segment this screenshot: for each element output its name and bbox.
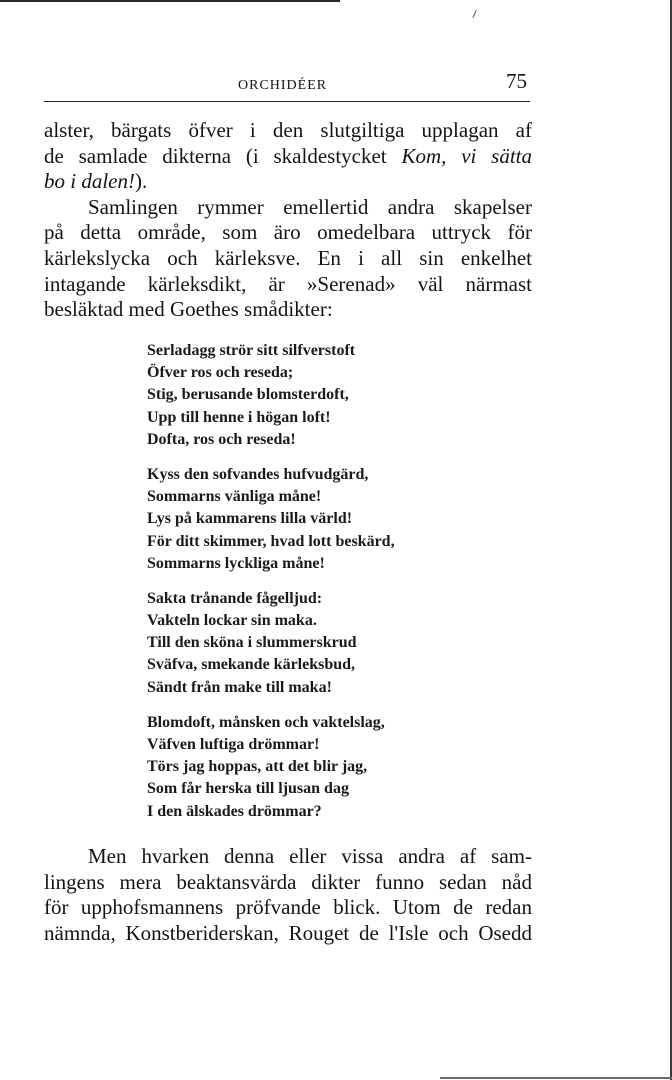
text-line: för upphofsmannens pröfvande blick. Utom de redan [44,895,532,920]
text-line: intagande kärleksdikt, är »Serenad» väl närmast [44,271,532,296]
verse-line: Blomdoft, månsken och vaktelslag, [147,713,385,731]
poem-stanza [147,464,395,575]
paragraph-before-poem [44,118,532,323]
page-number: 75 [506,69,527,93]
poem-serenad [147,340,395,836]
italic-title: Kom, vi sätta [401,143,532,168]
header-rule [44,101,530,102]
running-title: ORCHIDÉER [238,78,328,93]
poem-stanza [147,340,395,451]
text-line [44,144,532,170]
verse-line: Stig, berusande blomsterdoft, [147,386,349,404]
verse-line: För ditt skimmer, hvad lott beskärd, [147,532,395,550]
text-line: Men hvarken denna eller vissa andra af sam- [88,844,532,868]
verse-line: Till den sköna i slummerskrud [147,634,357,652]
verse-line: I den älskades drömmar? [147,802,322,820]
text-run: ). [134,169,148,194]
text-line: besläktad med Goethes smådikter: [44,297,333,322]
text-line: kärlekslycka och kärleksve. En i all sin enkelhet [44,245,532,270]
text-line: lingens mera beaktansvärda dikter funno sedan nåd [44,869,532,894]
text-run: de samlade dikterna (i skaldestycket [44,143,387,168]
paragraph-after-poem [44,844,532,946]
scan-mark [472,10,476,18]
verse-line: Dofta, ros och reseda! [147,430,296,448]
verse-line: Sakta trånande fågelljud: [147,589,323,607]
verse-line: Lys på kammarens lilla värld! [147,510,353,528]
verse-line: Sväfva, smekande kärleksbud, [147,656,356,674]
verse-line: Sändt från make till maka! [147,678,332,696]
verse-line: Upp till henne i högan loft! [147,408,331,426]
verse-line: Kyss den sofvandes hufvudgärd, [147,465,369,483]
text-line: alster, bärgats öfver i den slutgiltiga upplagan af [44,118,532,142]
italic-title: bo i dalen! [44,169,135,194]
text-line: Samlingen rymmer emellertid andra skapelser [88,194,532,219]
verse-line: Serladagg strör sitt silfverstoft [147,342,356,359]
verse-line: Sommarns lyckliga måne! [147,554,325,572]
text-line: nämnda, Konstberiderskan, Rouget de l'Isle och Osedd [44,920,532,945]
poem-stanza [147,588,395,699]
verse-line: Törs jag hoppas, att det blir jag, [147,758,368,776]
verse-line: Öfver ros och reseda; [147,364,294,382]
verse-line: Sommarns vänliga måne! [147,488,322,506]
page-top-edge [0,0,340,2]
text-line [44,169,532,195]
verse-line: Väfven luftiga drömmar! [147,736,320,753]
text-line: på detta område, som äro omedelbara uttryck för [44,220,532,245]
poem-stanza [147,712,395,823]
verse-line: Som får herska till ljusan dag [147,780,349,798]
page-bottom-edge [440,1077,672,1079]
verse-line: Vakteln lockar sin maka. [147,612,317,630]
